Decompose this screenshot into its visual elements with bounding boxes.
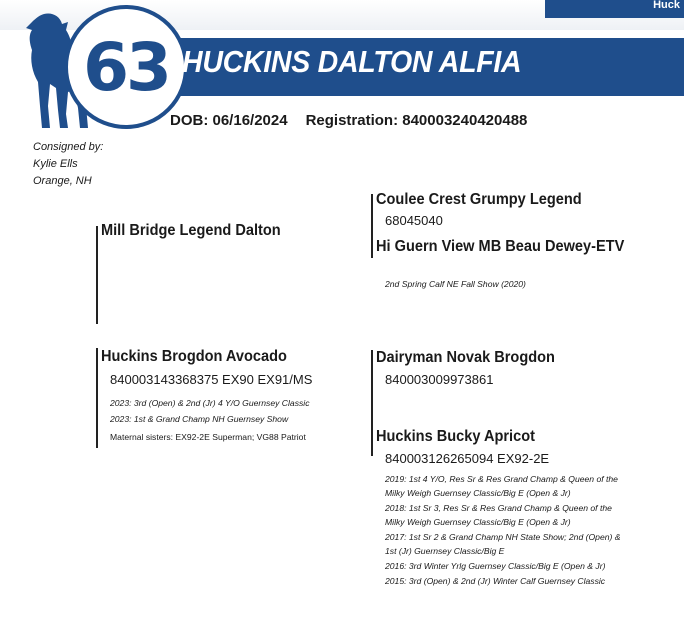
dam-maternal-sisters: Maternal sisters: EX92-2E Superman; VG88 Patriot xyxy=(110,432,306,442)
registration: Registration: 840003240420488 xyxy=(305,112,528,129)
consignor-location: Orange, NH xyxy=(33,175,92,187)
dam-note: 2023: 1st & Grand Champ NH Guernsey Show xyxy=(110,414,289,424)
dam-sire-reg: 840003009973861 xyxy=(385,372,494,387)
dam-reg: 840003143368375 EX90 EX91/MS xyxy=(110,372,313,387)
dam-dam-note: 2015: 3rd (Open) & 2nd (Jr) Winter Calf Guernsey Classic xyxy=(385,576,606,586)
dam-dam-note: Milky Weigh Guernsey Classic/Big E (Open & Jr) xyxy=(385,488,571,498)
dam-bracket-line xyxy=(96,348,98,448)
animal-name: HUCKINS DALTON ALFIA xyxy=(182,44,522,79)
dam-dam-note: 1st (Jr) Guernsey Classic/Big E xyxy=(385,546,505,556)
dam-dam-name: Huckins Bucky Apricot xyxy=(376,428,535,445)
dam-note: 2023: 3rd (Open) & 2nd (Jr) 4 Y/O Guernsey Classic xyxy=(110,398,310,408)
sire-side-bracket-line xyxy=(371,194,373,258)
consignor-name: Kylie Ells xyxy=(33,158,78,170)
sire-sire-name: Coulee Crest Grumpy Legend xyxy=(376,191,582,208)
sire-sire-reg: 68045040 xyxy=(385,213,443,228)
sire-bracket-line xyxy=(96,226,98,324)
dam-sire-name: Dairyman Novak Brogdon xyxy=(376,349,555,366)
dam-name: Huckins Brogdon Avocado xyxy=(101,348,287,365)
dob: DOB: 06/16/2024 xyxy=(170,112,288,129)
consigned-label: Consigned by: xyxy=(33,141,104,153)
dam-dam-bracket-line xyxy=(371,430,373,456)
sire-dam-note: 2nd Spring Calf NE Fall Show (2020) xyxy=(385,279,526,289)
consigned-by xyxy=(33,139,103,190)
sire-name: Mill Bridge Legend Dalton xyxy=(101,222,281,239)
dam-dam-reg: 840003126265094 EX92-2E xyxy=(385,451,550,466)
dam-sire-bracket-line xyxy=(371,350,373,430)
lot-number: 63 xyxy=(83,28,169,106)
sire-dam-name: Hi Guern View MB Beau Dewey-ETV xyxy=(376,238,625,255)
dob-registration-line xyxy=(170,112,527,129)
dam-dam-note: 2016: 3rd Winter Yrlg Guernsey Classic/Big E (Open & Jr) xyxy=(385,561,606,571)
dam-dam-note: 2018: 1st Sr 3, Res Sr & Res Grand Champ & Queen of the xyxy=(385,503,612,513)
dam-dam-note: 2019: 1st 4 Y/O, Res Sr & Res Grand Champ & Queen of the xyxy=(385,474,618,484)
dam-dam-note: Milky Weigh Guernsey Classic/Big E (Open & Jr) xyxy=(385,517,571,527)
dam-dam-note: 2017: 1st Sr 2 & Grand Champ NH State Show; 2nd (Open) & xyxy=(385,532,621,542)
top-right-tab: Huck xyxy=(545,0,684,18)
